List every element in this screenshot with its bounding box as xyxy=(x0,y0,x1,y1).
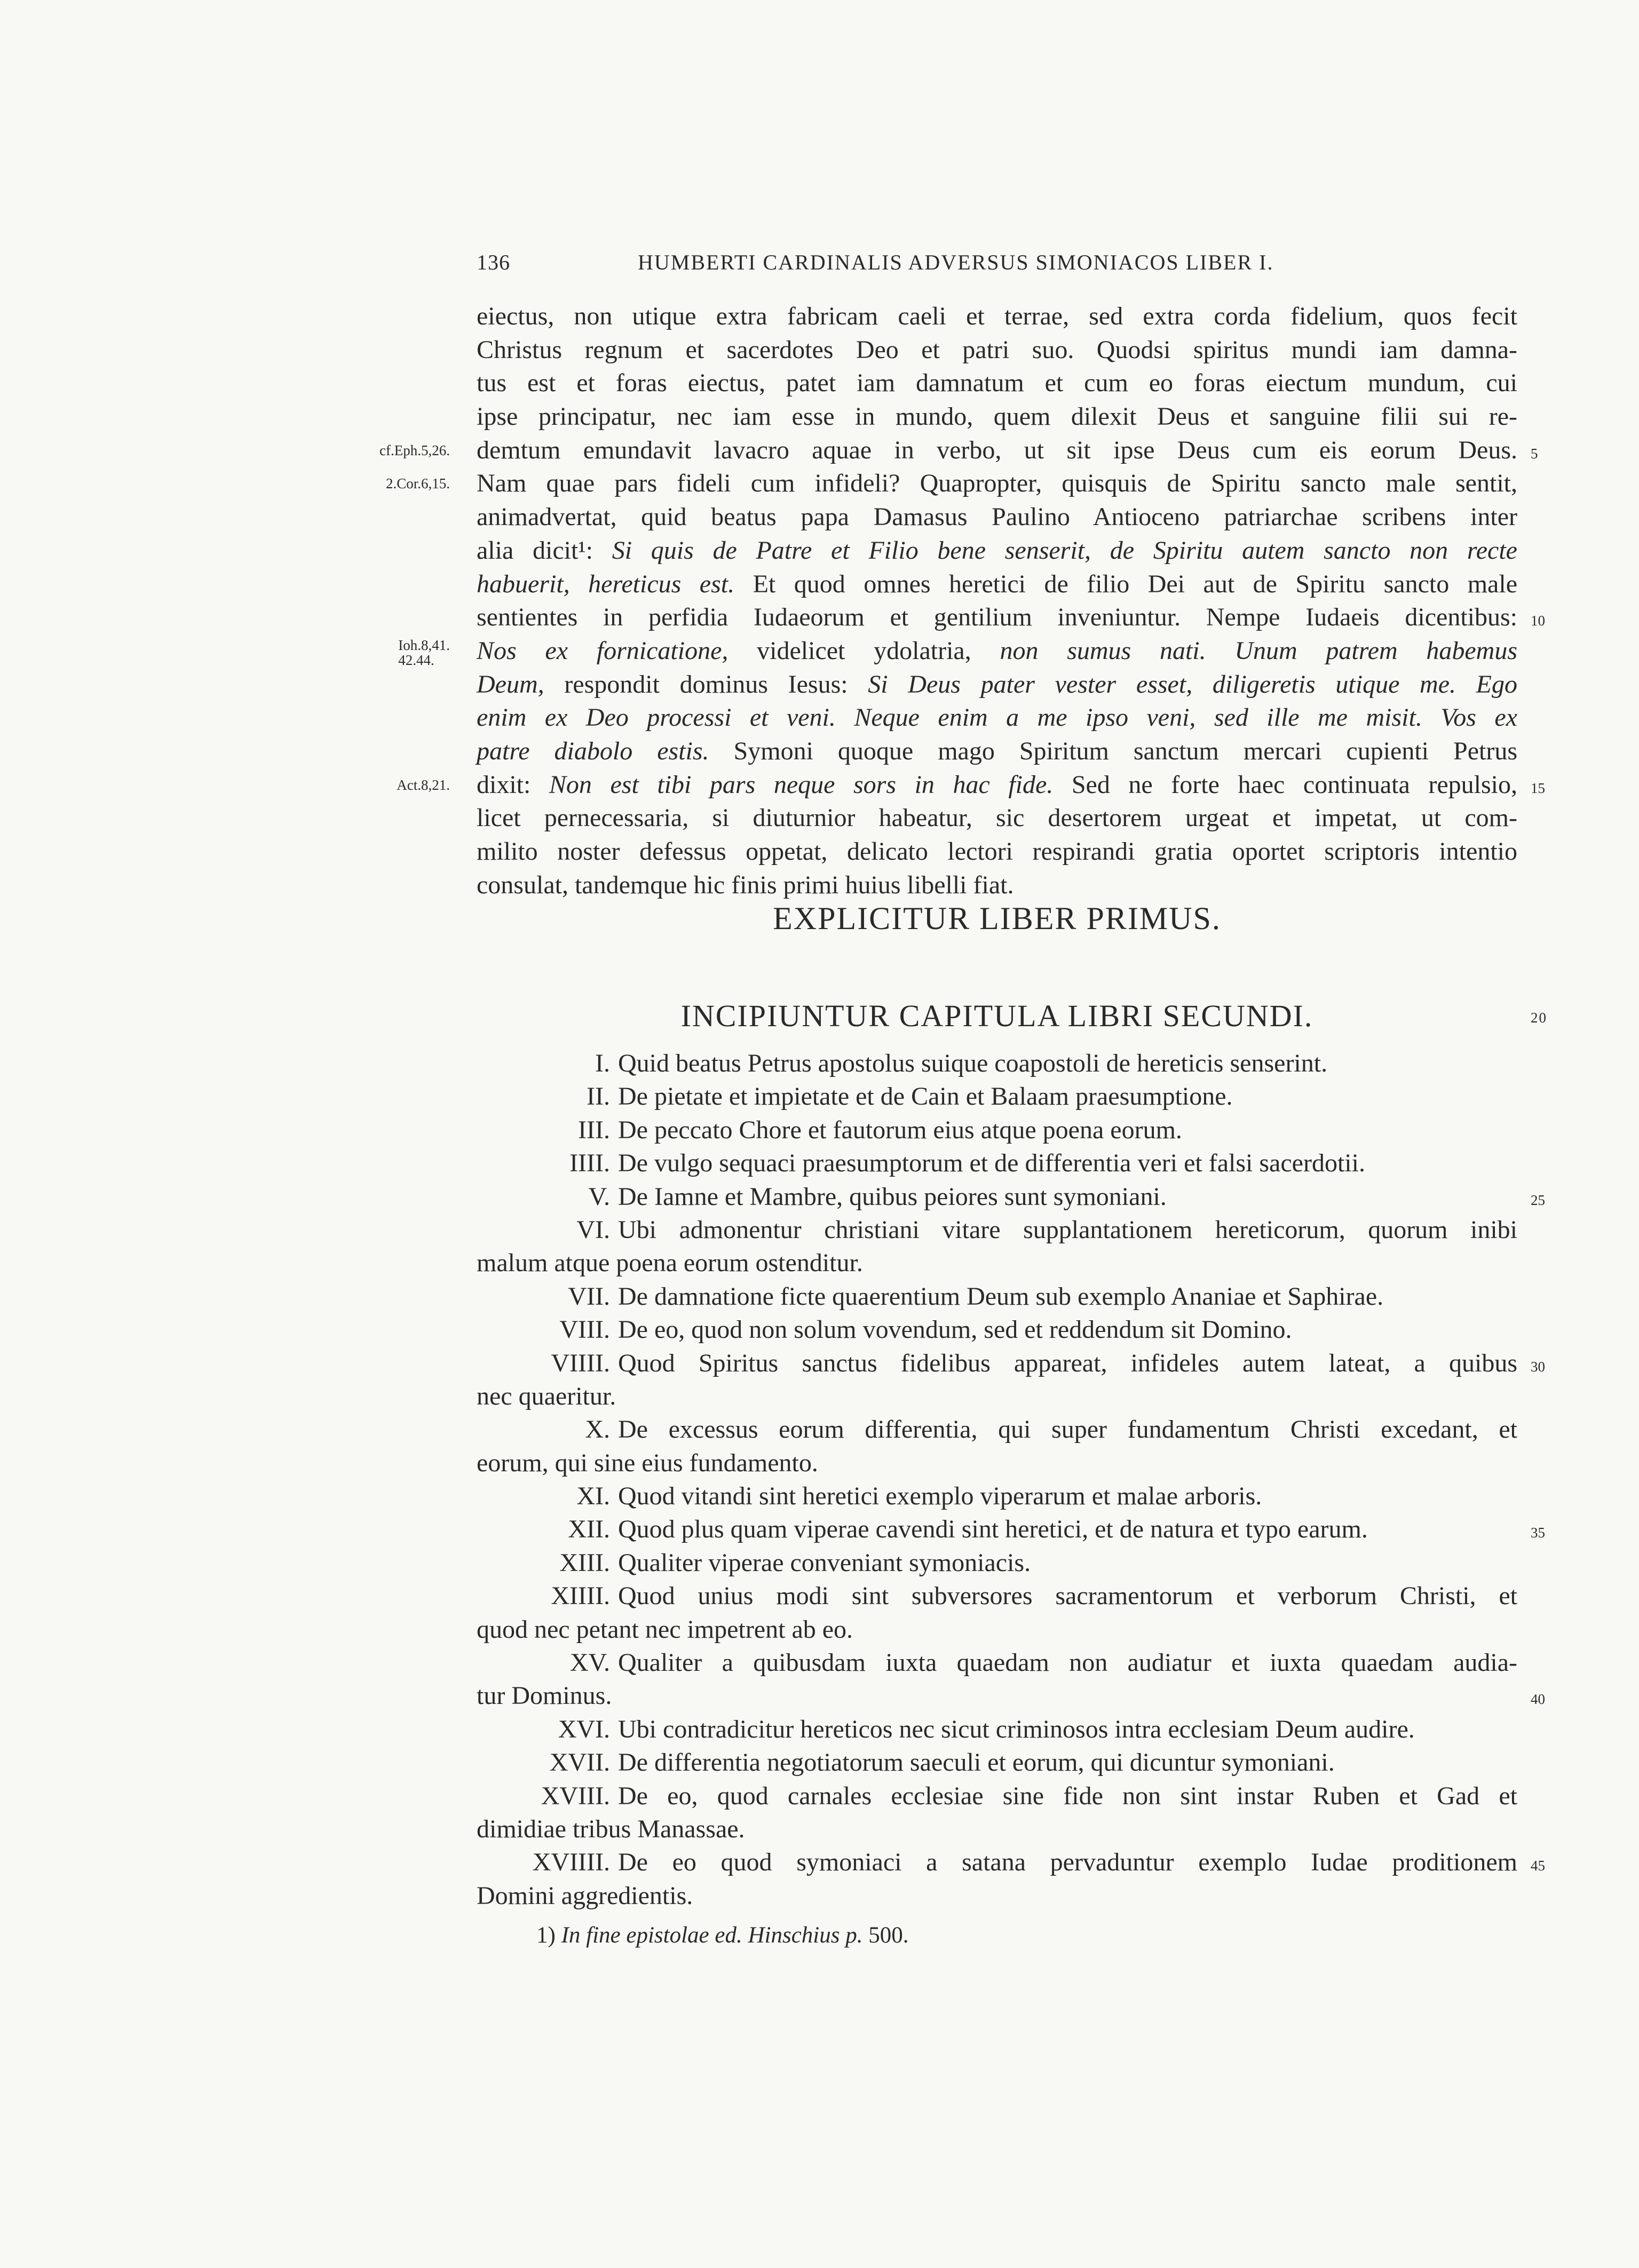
main-text xyxy=(379,300,1547,1910)
chapter-title: Quod unius modi sint subversores sacramentorum et verborum Christi, et xyxy=(618,1582,1517,1611)
text-segment: Symoni quoque mago Spiritum sanctum mercari cupienti Petrus xyxy=(709,736,1518,765)
page-number: 136 xyxy=(477,250,510,274)
chapter-number: III. xyxy=(578,1115,610,1144)
text-segment: demtum emundavit lavacro aquae in verbo, ut sit ipse Deus cum eis eorum Deus. xyxy=(477,435,1517,464)
text-segment: sentientes in perfidia Iudaeorum et gentilium inveniuntur. Nempe Iudaeis dicentibus: xyxy=(477,603,1517,632)
chapter-number: XVIII. xyxy=(541,1781,610,1810)
text-segment: videlicet ydolatria, xyxy=(728,636,1000,665)
text-line xyxy=(477,668,1517,702)
text-segment: eiectus, non utique extra fabricam caeli et terrae, sed extra corda fidelium, quos fecit xyxy=(477,302,1517,330)
chapter-entry xyxy=(477,1147,1517,1180)
chapter-number: VIIII. xyxy=(551,1349,610,1377)
chapter-title-continued: Domini aggredientis. xyxy=(477,1881,693,1910)
chapter-list xyxy=(477,1047,1545,1913)
text-segment: animadvertat, quid beatus papa Damasus Paulino Antioceno patriarchae scribens inter xyxy=(477,503,1517,532)
chapter-entry-continuation xyxy=(477,1880,1517,1913)
line-number: 5 xyxy=(1531,445,1538,462)
text-line xyxy=(477,534,1517,568)
margin-reference: Ioh.8,41. 42.44. xyxy=(398,637,450,668)
italic-quotation: patre diabolo estis. xyxy=(477,736,709,765)
text-line xyxy=(477,568,1517,601)
text-segment: respondit dominus Iesus: xyxy=(544,670,868,699)
chapter-title: Ubi admonentur christiani vitare supplantationem hereticorum, quorum inibi xyxy=(618,1215,1517,1244)
chapter-number: VI. xyxy=(576,1215,610,1244)
chapter-entry xyxy=(477,1047,1517,1080)
line-number: 10 xyxy=(1531,613,1545,629)
italic-quotation: Si quis de Patre et Filio bene senserit, de Spiritu autem sancto non recte xyxy=(612,536,1517,565)
chapter-title-continued: eorum, qui sine eius fundamento. xyxy=(477,1448,818,1477)
text-line xyxy=(379,434,1538,467)
text-segment: consulat, tandemque hic finis primi huius libelli fiat. xyxy=(477,870,1014,899)
chapter-title: Quod vitandi sint heretici exemplo viperarum et malae arboris. xyxy=(618,1482,1262,1511)
line-number: 20 xyxy=(1531,1010,1547,1026)
text-line xyxy=(477,334,1517,367)
italic-quotation: enim ex Deo processi et veni. Neque enim a me ipso veni, sed ille me misit. Vos ex xyxy=(477,703,1517,732)
chapter-title: De pietate et impietate et de Cain et Balaam praesumptione. xyxy=(618,1082,1233,1111)
chapter-title-continued: quod nec petant nec impetrent ab eo. xyxy=(477,1615,853,1644)
chapter-number: XVI. xyxy=(558,1715,610,1743)
text-line xyxy=(398,635,1518,668)
line-number: 45 xyxy=(1531,1858,1545,1874)
chapter-entry-continuation xyxy=(477,1813,1517,1846)
text-line xyxy=(477,400,1517,434)
text-line xyxy=(477,735,1517,768)
text-segment: Sed ne forte haec continuata repulsio, xyxy=(1053,770,1518,799)
text-line xyxy=(477,601,1545,635)
chapter-entry xyxy=(477,1347,1545,1380)
chapter-title: De excessus eorum differentia, qui super fundamentum Christi excedant, et xyxy=(618,1415,1517,1444)
text-segment: ipse principatur, nec iam esse in mundo, quem dilexit Deus et sanguine filii sui re- xyxy=(477,402,1517,431)
chapter-entry xyxy=(477,1080,1517,1113)
chapter-number: XII. xyxy=(568,1515,610,1544)
margin-reference: cf.Eph.5,26. xyxy=(379,442,450,458)
chapter-title: De eo quod symoniaci a satana pervaduntur exemplo Iudae proditionem xyxy=(618,1848,1517,1877)
chapter-entry xyxy=(477,1114,1517,1147)
italic-quotation: Si Deus pater vester esset, diligeretis utique me. Ego xyxy=(868,670,1517,699)
chapter-title-continued: dimidiae tribus Manassae. xyxy=(477,1814,745,1843)
chapter-title: Quod plus quam viperae cavendi sint heretici, et de natura et typo earum. xyxy=(618,1515,1368,1544)
chapter-entry-continuation xyxy=(477,1247,1517,1280)
chapter-title: Ubi contradicitur hereticos nec sicut criminosos intra ecclesiam Deum audire. xyxy=(618,1715,1415,1743)
chapter-number: X. xyxy=(585,1415,610,1444)
italic-quotation: Non est tibi pars neque sors in hac fide. xyxy=(549,770,1054,799)
chapter-title-continued: malum atque poena eorum ostenditur. xyxy=(477,1249,863,1278)
chapter-entry xyxy=(477,1746,1517,1779)
chapter-title: Qualiter viperae conveniant symoniacis. xyxy=(618,1548,1031,1577)
text-line xyxy=(385,467,1517,501)
italic-quotation: Deum, xyxy=(477,670,544,699)
italic-quotation: Nos ex fornicatione, xyxy=(477,636,729,665)
chapter-title: De peccato Chore et fautorum eius atque poena eorum. xyxy=(618,1115,1182,1144)
text-line xyxy=(477,869,1517,902)
text-line xyxy=(397,768,1545,802)
line-number: 30 xyxy=(1531,1358,1545,1375)
chapter-number: I. xyxy=(595,1049,610,1077)
chapter-number: II. xyxy=(587,1082,610,1111)
chapter-title: De eo, quod carnales ecclesiae sine fide non sint instar Ruben et Gad et xyxy=(618,1781,1517,1810)
text-segment: Nam quae pars fideli cum infideli? Quapropter, quisquis de Spiritu sancto male sentit, xyxy=(477,469,1517,498)
chapter-entry xyxy=(477,1413,1517,1446)
chapter-number: XVII. xyxy=(549,1748,610,1777)
line-number: 15 xyxy=(1531,780,1545,796)
footnote xyxy=(536,1922,908,1948)
chapter-title-continued: nec quaeritur. xyxy=(477,1382,616,1410)
text-line xyxy=(477,835,1517,869)
chapter-entry-continuation xyxy=(477,1447,1517,1480)
chapter-title: De Iamne et Mambre, quibus peiores sunt symoniani. xyxy=(618,1182,1167,1211)
text-segment: licet pernecessaria, si diuturnior habeatur, sic desertorem urgeat et impetat, ut com- xyxy=(477,804,1517,832)
chapter-entry-continuation xyxy=(477,1679,1545,1712)
chapter-number: XI. xyxy=(576,1482,610,1511)
chapter-number: XIIII. xyxy=(551,1582,610,1611)
incipit-heading xyxy=(477,998,1547,1034)
chapter-entry xyxy=(477,1780,1517,1813)
text-segment: Christus regnum et sacerdotes Deo et patri suo. Quodsi spiritus mundi iam damna- xyxy=(477,335,1517,364)
italic-quotation: habuerit, hereticus est. xyxy=(477,569,735,598)
footnote-mark: 1) xyxy=(536,1923,556,1948)
chapter-number: V. xyxy=(588,1182,610,1211)
text-segment: tus est et foras eiectus, patet iam damnatum et cum eo foras eiectum mundum, cui xyxy=(477,369,1517,398)
text-line xyxy=(477,802,1517,835)
italic-quotation: non sumus nati. Unum patrem habemus xyxy=(1000,636,1518,665)
margin-reference: Act.8,21. xyxy=(397,776,450,793)
chapter-entry xyxy=(477,1846,1545,1879)
chapter-entry xyxy=(477,1646,1517,1679)
text-line xyxy=(477,501,1517,534)
chapter-entry xyxy=(477,1513,1545,1546)
chapter-number: XIII. xyxy=(559,1548,610,1577)
chapter-entry xyxy=(477,1280,1517,1313)
text-line xyxy=(477,300,1517,334)
line-number: 25 xyxy=(1531,1192,1545,1208)
chapter-title: De eo, quod non solum vovendum, sed et reddendum sit Domino. xyxy=(618,1315,1292,1344)
chapter-number: VIII. xyxy=(559,1315,610,1344)
chapter-number: XV. xyxy=(569,1648,610,1677)
chapter-entry xyxy=(477,1547,1517,1580)
chapter-number: VII. xyxy=(568,1282,610,1311)
chapter-entry-continuation xyxy=(477,1380,1517,1413)
text-line xyxy=(477,367,1517,400)
chapter-title: De vulgo sequaci praesumptorum et de differentia veri et falsi sacerdotii. xyxy=(618,1149,1365,1178)
chapter-entry-continuation xyxy=(477,1613,1517,1646)
text-segment: Et quod omnes heretici de filio Dei aut de Spiritu sancto male xyxy=(734,569,1518,598)
explicit-heading: EXPLICITUR LIBER PRIMUS. xyxy=(773,901,1221,936)
footnote-page: 500. xyxy=(868,1923,909,1948)
chapter-entry xyxy=(477,1480,1517,1513)
chapter-title: Quid beatus Petrus apostolus suique coapostoli de hereticis senserint. xyxy=(618,1049,1328,1077)
chapter-title-continued: tur Dominus. xyxy=(477,1682,612,1710)
running-title: HUMBERTI CARDINALIS ADVERSUS SIMONIACOS LIBER I. xyxy=(638,250,1274,274)
footnote-citation: In fine epistolae ed. Hinschius p. xyxy=(561,1923,863,1948)
chapter-entry xyxy=(477,1214,1517,1247)
chapter-title: De differentia negotiatorum saeculi et eorum, qui dicuntur symoniani. xyxy=(618,1748,1335,1777)
chapter-entry xyxy=(477,1313,1517,1346)
margin-reference: 2.Cor.6,15. xyxy=(385,475,450,492)
line-number: 40 xyxy=(1531,1691,1545,1708)
chapter-number: IIII. xyxy=(569,1149,610,1178)
chapter-title: De damnatione ficte quaerentium Deum sub exemplo Ananiae et Saphirae. xyxy=(618,1282,1384,1311)
chapter-title: Qualiter a quibusdam iuxta quaedam non audiatur et iuxta quaedam audia- xyxy=(618,1648,1517,1677)
page-header xyxy=(477,250,1517,280)
chapter-title: Quod Spiritus sanctus fidelibus appareat, infideles autem lateat, a quibus xyxy=(618,1349,1517,1377)
chapter-number: XVIIII. xyxy=(532,1848,610,1877)
text-line xyxy=(477,701,1517,735)
line-number: 35 xyxy=(1531,1525,1545,1541)
incipit-text: INCIPIUNTUR CAPITULA LIBRI SECUNDI. xyxy=(680,998,1313,1033)
text-segment: milito noster defessus oppetat, delicato lectori respirandi gratia oportet scriptoris intentio xyxy=(477,837,1517,866)
text-segment: dixit: xyxy=(477,770,549,799)
chapter-entry xyxy=(477,1713,1517,1746)
chapter-entry xyxy=(477,1580,1517,1613)
chapter-entry xyxy=(477,1180,1545,1214)
text-segment: alia dicit¹: xyxy=(477,536,612,565)
